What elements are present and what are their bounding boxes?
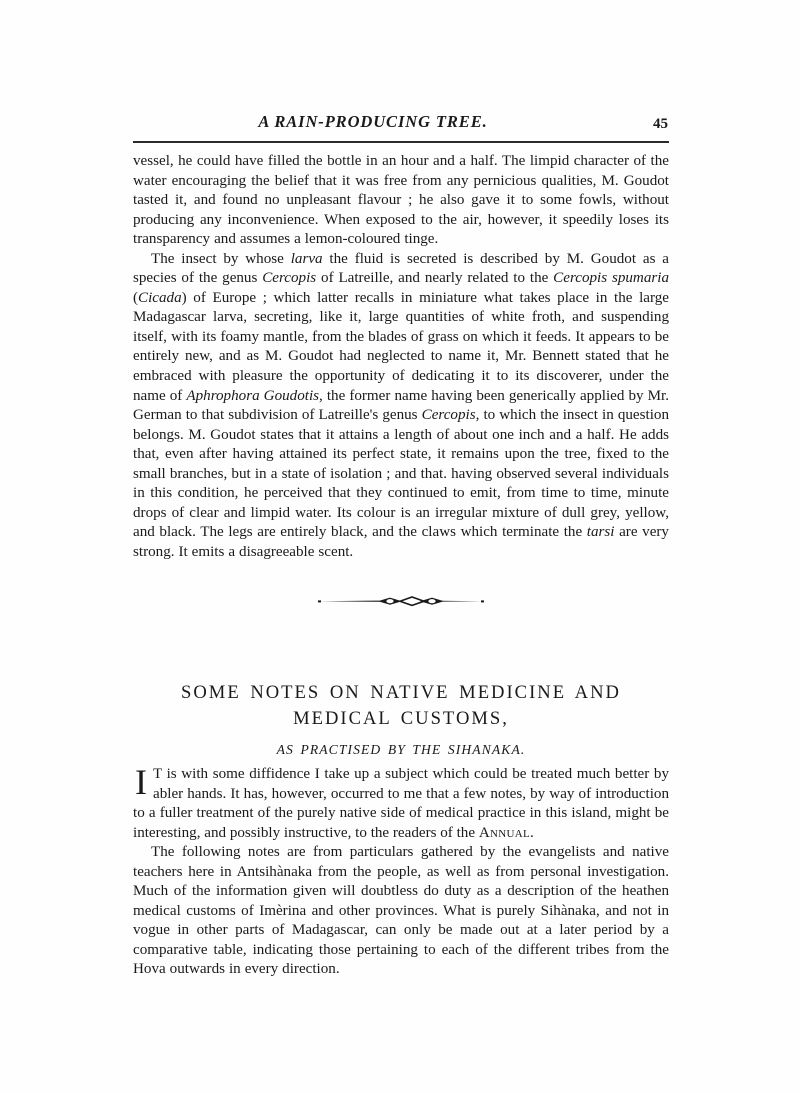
article-continued-body: [133, 152, 669, 562]
page-number: 45: [653, 116, 668, 132]
paragraph-with-dropcap: [133, 762, 669, 843]
diamond-rule-ornament: [316, 592, 486, 610]
article-subtitle: AS PRACTISED BY THE SIHANAKA.: [276, 742, 526, 757]
paragraph-text: T is with some diffidence I take up a subject which could be treated much better by abler hands. It has, however, occurred to me that a few notes, by way of introduction to a fuller treatment of the purely native side of medical practice in this island, might be interesting, and possibly instructive, to the readers of the Annual.: [133, 766, 669, 841]
header-rule: [133, 141, 669, 143]
section-divider: [133, 592, 669, 616]
article-title-line-1: SOME NOTES ON NATIVE MEDICINE AND: [181, 682, 621, 703]
article-title-line-2: MEDICAL CUSTOMS,: [293, 708, 509, 729]
running-title: A RAIN-PRODUCING TREE.: [258, 112, 488, 131]
paragraph: vessel, he could have filled the bottle in an hour and a half. The limpid character of the water encouraging the belief that it was free from any pernicious qualities, M. Goudot tasted it, and found no unpleasant flavour ; he also gave it to some fowls, without producing any inconvenience. When exposed to the air, however, it speedily loses its transparency and assumes a lemon-coloured tinge.: [133, 153, 669, 248]
new-article-body: [133, 762, 669, 980]
article-heading: [133, 680, 669, 758]
paragraph: The following notes are from particulars gathered by the evangelists and native teachers here in Antsihànaka from the people, as well as from personal investigation. Much of the information given will doubtless do duty as a description of the heathen medical customs of Imèrina and other provinces. What is purely Sihànaka, and not in vogue in other parts of Madagascar, can only be made out at a later period by a comparative table, indicating those pertaining to each of the different tribes from the Hova outwards in every direction.: [133, 844, 669, 978]
drop-cap: I: [135, 762, 147, 802]
paragraph: The insect by whose larva the fluid is secreted is described by M. Goudot as a species of the genus Cercopis of Latreille, and nearly related to the Cercopis spumaria (Cicada) of Europe ; which latter recalls in miniature what takes place in the large Madagascar larva, secreting, like it, large quantities of white froth, and suspending itself, with its foamy mantle, from the blades of grass on which it feeds. It appears to be entirely new, and as M. Goudot had neglected to name it, Mr. Bennett stated that he embraced with pleasure the opportunity of dedicating it to its discoverer, under the name of Aphrophora Goudotis, the former name having been generically applied by Mr. German to that subdivision of Latreille's genus Cercopis, to which the insect in question belongs. M. Goudot states that it attains a length of about one inch and a half. He adds that, even after having attained its perfect state, it remains upon the tree, fixed to the small branches, but in a state of isolation ; and that. having observed several individuals in this condition, he perceived that they continued to emit, from time to time, minute drops of clear and limpid water. Its colour is an irregular mixture of dull grey, yellow, and black. The legs are entirely black, and the claws which terminate the tarsi are very strong. It emits a disagreeable scent.: [133, 250, 670, 560]
running-head: [133, 112, 668, 138]
